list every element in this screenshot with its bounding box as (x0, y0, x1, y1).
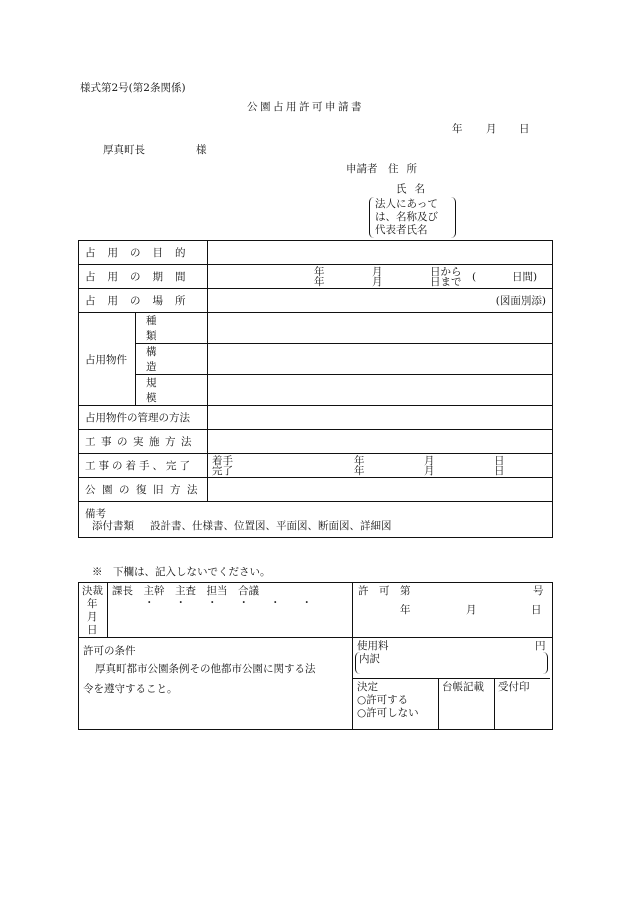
decision-label: 決定 (357, 681, 378, 693)
breakdown-bracket (355, 652, 548, 674)
breakdown-label: 内訳 (359, 653, 380, 665)
name-label: 氏名 (396, 183, 433, 195)
period-days-paren: ( (472, 271, 477, 283)
approvers-label: 課長 主幹 主査 担当 合議 (112, 585, 259, 597)
structure-row (79, 344, 553, 375)
fee-label: 使用料 (357, 640, 389, 652)
period-row (79, 265, 553, 289)
start-label: 着手 (212, 455, 233, 467)
location-label: 占用の場所 (85, 295, 198, 307)
period-input-cell[interactable] (208, 265, 553, 289)
decision-divider (438, 678, 439, 729)
location-input-cell[interactable] (208, 289, 553, 313)
permit-year-label: 年 (400, 604, 411, 616)
remarks-label: 備考 (85, 508, 106, 520)
period-start-day: 日から (430, 266, 462, 278)
office-row-approval (79, 583, 553, 638)
conditions-line-1: 厚真町都市公園条例その他都市公園に関する法 (95, 663, 316, 675)
office-use-note: ※ 下欄は、記入しないでください。 (92, 566, 271, 578)
purpose-row (79, 241, 553, 265)
method-input-cell[interactable] (208, 430, 553, 454)
finish-month: 月 (424, 465, 435, 477)
period-start-year: 年 (314, 266, 325, 278)
schedule-label: 工事の着手、完了 (85, 460, 193, 472)
date-day-label: 日 (519, 123, 530, 135)
decision-date-cell (79, 583, 108, 638)
decision-day-label: 日 (87, 624, 98, 636)
fee-decision-cell (353, 638, 553, 730)
purpose-input-cell[interactable] (208, 241, 553, 265)
method-label: 工事の実施方法 (85, 436, 197, 448)
applicant-label: 申請者 (346, 163, 378, 175)
structure-label: 構造 (146, 346, 185, 373)
finish-label: 完了 (212, 465, 233, 477)
purpose-label: 占用の目的 (85, 247, 198, 259)
attachments-label: 添付書類 (92, 520, 134, 532)
application-table (78, 240, 553, 538)
addressee: 厚真町長 (103, 144, 145, 156)
office-use-table (78, 582, 553, 730)
management-input-cell[interactable] (208, 406, 553, 430)
conditions-label: 許可の条件 (83, 645, 136, 657)
ledger-label: 台帳記載 (442, 681, 484, 693)
kind-label: 種類 (146, 315, 185, 342)
objects-label: 占用物件 (79, 313, 136, 406)
schedule-row (79, 454, 553, 478)
permit-number-label: 許 可 第 (358, 585, 411, 597)
scale-row (79, 375, 553, 406)
start-month: 月 (424, 455, 435, 467)
receipt-stamp-label: 受付印 (498, 681, 530, 693)
period-days-label: 日間) (512, 271, 538, 283)
date-month-label: 月 (486, 123, 497, 135)
ledger-divider (494, 678, 495, 729)
kind-input-cell[interactable] (208, 313, 553, 344)
scale-label: 規模 (146, 377, 185, 404)
permit-month-label: 月 (466, 604, 477, 616)
attachments-list: 設計書、仕様書、位置図、平面図、断面図、詳細図 (150, 520, 392, 532)
scale-input-cell[interactable] (208, 375, 553, 406)
period-end-year: 年 (314, 276, 325, 288)
start-year: 年 (354, 455, 365, 467)
corporate-note-line-1: 法人にあって (375, 198, 438, 210)
structure-input-cell[interactable] (208, 344, 553, 375)
addressee-suffix: 様 (196, 144, 207, 156)
restoration-row (79, 478, 553, 502)
management-row (79, 406, 553, 430)
period-label: 占用の期間 (85, 271, 198, 283)
address-label: 住所 (388, 163, 425, 175)
permit-number-suffix: 号 (533, 585, 544, 597)
permit-day-label: 日 (531, 604, 542, 616)
fee-divider (353, 678, 550, 679)
permit-number-cell (353, 583, 553, 638)
schedule-input-cell[interactable] (208, 454, 553, 478)
finish-year: 年 (354, 465, 365, 477)
corporate-note-line-3: 代表者氏名 (375, 224, 428, 236)
period-end-day: 日まで (430, 276, 462, 288)
method-row (79, 430, 553, 454)
location-note: (図面別添) (495, 295, 546, 307)
form-title: 公園占用許可申請書 (247, 101, 364, 113)
date-year-label: 年 (452, 123, 463, 135)
period-start-month: 月 (372, 266, 383, 278)
location-row (79, 289, 553, 313)
deny-option[interactable]: ○許可しない (357, 707, 419, 719)
approver-seal-dots: ・ ・ ・ ・ ・ ・ (144, 597, 312, 609)
decision-month-label: 月 (87, 611, 98, 623)
start-day: 日 (494, 455, 505, 467)
decision-date-label: 決裁 (82, 585, 103, 597)
form-number: 様式第2号(第2条関係) (80, 82, 186, 94)
permit-option[interactable]: ○許可する (357, 694, 409, 706)
period-end-month: 月 (372, 276, 383, 288)
restoration-input-cell[interactable] (208, 478, 553, 502)
finish-day: 日 (494, 465, 505, 477)
office-row-conditions (79, 638, 553, 730)
conditions-line-2: 令を遵守すること。 (83, 683, 178, 695)
fee-unit: 円 (535, 640, 546, 652)
approvers-cell (108, 583, 353, 638)
kind-row (79, 313, 553, 344)
management-label: 占用物件の管理の方法 (85, 412, 190, 424)
decision-year-label: 年 (87, 598, 98, 610)
conditions-cell (79, 638, 353, 730)
restoration-label: 公園の復旧方法 (85, 484, 204, 496)
corporate-note-line-2: は、名称及び (375, 211, 438, 223)
